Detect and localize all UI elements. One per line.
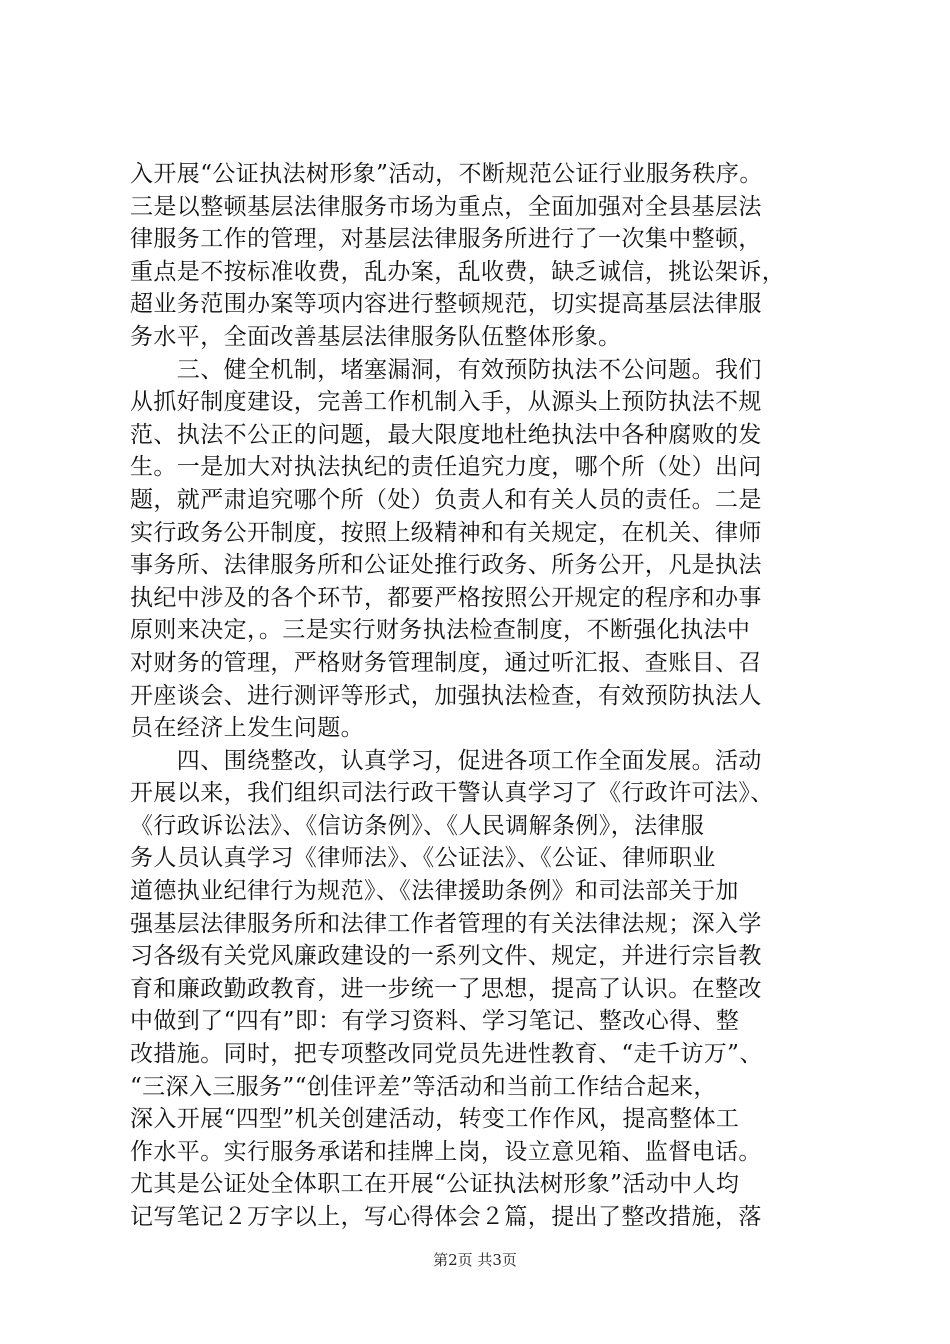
text-line: 律服务工作的管理，对基层法律服务所进行了一次集中整顿， [130, 226, 762, 253]
text-line: 生。一是加大对执法执纪的责任追究力度，哪个所（处）出问 [130, 454, 762, 481]
text-line: 超业务范围办案等项内容进行整顿规范，切实提高基层法律服 [130, 291, 762, 318]
text-line: 深入开展“四型”机关创建活动，转变工作作风，提高整体工 [130, 1106, 740, 1133]
text-line: 对财务的管理，严格财务管理制度，通过听汇报、查账目、召 [130, 649, 762, 676]
text-line: 三是以整顿基层法律服务市场为重点，全面加强对全县基层法 [130, 193, 762, 220]
text-line: 执纪中涉及的各个环节，都要严格按照公开规定的程序和办事 [130, 584, 762, 611]
body-text [130, 158, 830, 1234]
text-line: 务人员认真学习《律师法》、《公证法》、《公证、律师职业 [130, 845, 716, 872]
text-line: “三深入三服务”“创佳评差”等活动和当前工作结合起来， [130, 1073, 717, 1100]
text-line: 事务所、法律服务所和公证处推行政务、所务公开，凡是执法 [130, 552, 762, 579]
text-line: 开展以来，我们组织司法行政干警认真学习了《行政许可法》、 [130, 780, 774, 807]
text-line: 育和廉政勤政教育，进一步统一了思想，提高了认识。在整改 [130, 975, 762, 1002]
text-line: 务水平，全面改善基层法律服务队伍整体形象。 [130, 323, 622, 350]
text-line: 实行政务公开制度，按照上级精神和有关规定，在机关、律师 [130, 519, 762, 546]
text-line: 开座谈会、进行测评等形式，加强执法检查，有效预防执法人 [130, 682, 762, 709]
text-line: 四、围绕整改，认真学习，促进各项工作全面发展。活动 [130, 747, 762, 774]
text-line: 题，就严肃追究哪个所（处）负责人和有关人员的责任。二是 [130, 486, 762, 513]
text-line: 作水平。实行服务承诺和挂牌上岗，设立意见箱、监督电话。 [130, 1138, 762, 1165]
page-footer: 第2页 共3页 [433, 1251, 517, 1269]
text-line: 《行政诉讼法》、《信访条例》、《人民调解条例》，法律服 [130, 812, 705, 839]
text-line: 范、执法不公正的问题，最大限度地杜绝执法中各种腐败的发 [130, 421, 762, 448]
text-line: 中做到了“四有”即：有学习资料、学习笔记、整改心得、整 [130, 1008, 740, 1035]
text-line: 习各级有关党风廉政建设的一系列文件、规定，并进行宗旨教 [130, 943, 762, 970]
text-line: 员在经济上发生问题。 [130, 715, 364, 742]
text-line: 重点是不按标准收费，乱办案，乱收费，缺乏诚信，挑讼架诉， [130, 258, 786, 285]
text-line: 强基层法律服务所和法律工作者管理的有关法律法规；深入学 [130, 910, 762, 937]
text-line: 尤其是公证处全体职工在开展“公证执法树形象”活动中人均 [130, 1171, 740, 1198]
text-line: 道德执业纪律行为规范》、《法律援助条例》和司法部关于加 [130, 878, 739, 905]
text-line: 改措施。同时，把专项整改同党员先进性教育、“走千访万”、 [130, 1041, 763, 1068]
text-line: 记写笔记２万字以上，写心得体会２篇，提出了整改措施，落 [130, 1204, 762, 1230]
text-line: 入开展“公证执法树形象”活动，不断规范公证行业服务秩序。 [130, 161, 763, 187]
text-line: 三、健全机制，堵塞漏洞，有效预防执法不公问题。我们 [130, 356, 762, 383]
text-line: 从抓好制度建设，完善工作机制入手，从源头上预防执法不规 [130, 389, 762, 416]
text-line: 原则来决定，。三是实行财务执法检查制度，不断强化执法中 [130, 617, 751, 644]
